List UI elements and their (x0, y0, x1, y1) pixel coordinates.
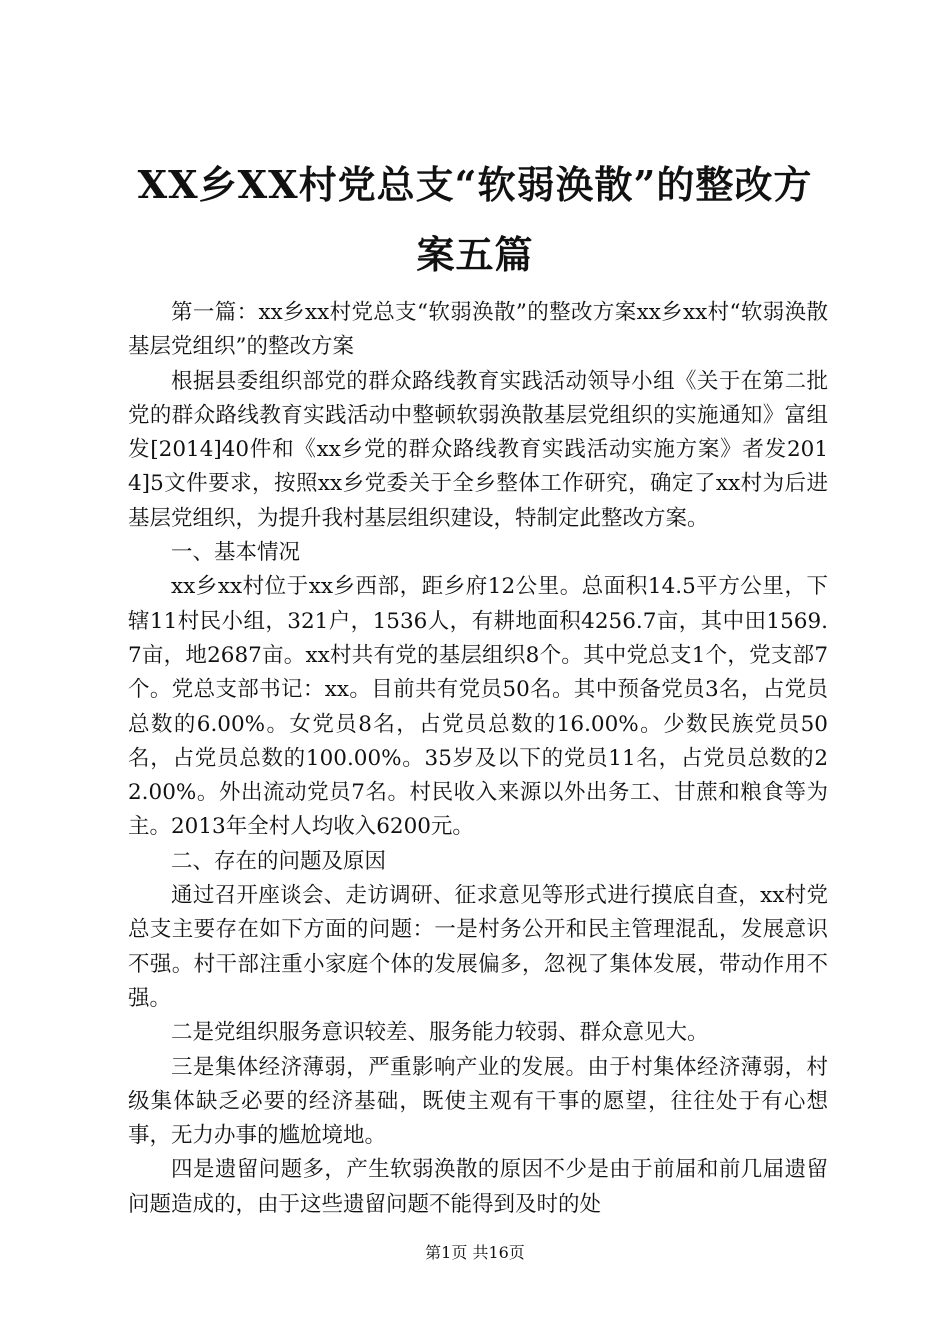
paragraph-problem-4: 四是遗留问题多，产生软弱涣散的原因不少是由于前届和前几届遗留问题造成的，由于这些遗留问题不能得到及时的处 (128, 1157, 828, 1217)
page-footer: 第1页 共16页 (425, 1243, 525, 1262)
paragraph-problem-2: 二是党组织服务意识较差、服务能力较弱、群众意见大。 (171, 1020, 709, 1046)
paragraph-problem-3: 三是集体经济薄弱，严重影响产业的发展。由于村集体经济薄弱，村级集体缺乏必要的经济基础，既使主观有干事的愿望，往往处于有心想事，无力办事的尴尬境地。 (128, 1054, 828, 1149)
paragraph-intro: 第一篇：xx乡xx村党总支“软弱涣散”的整改方案xx乡xx村“软弱涣散基层党组织”的整改方案 (128, 300, 828, 360)
document-body (128, 296, 828, 1222)
paragraph-problem-1: 通过召开座谈会、走访调研、征求意见等形式进行摸底自查，xx村党总支主要存在如下方面的问题：一是村务公开和民主管理混乱，发展意识不强。村干部注重小家庭个体的发展偏多，忽视了集体发展，带动作用不强。 (128, 883, 828, 1011)
section-heading-basic-situation: 一、基本情况 (171, 540, 301, 566)
paragraph-basis: 根据县委组织部党的群众路线教育实践活动领导小组《关于在第二批党的群众路线教育实践活动中整顿软弱涣散基层党组织的实施通知》富组发[2014]40件和《xx乡党的群众路线教育实践活动实施方案》者发2014]5文件要求，按照xx乡党委关于全乡整体工作研究，确定了xx村为后进基层党组织，为提升我村基层组织建设，特制定此整改方案。 (128, 368, 828, 531)
paragraph-basic-situation: xx乡xx村位于xx乡西部，距乡府12公里。总面积14.5平方公里，下辖11村民小组，321户，1536人，有耕地面积4256.7亩，其中田1569.7亩，地2687亩。xx村共有党的基层组织8个。其中党总支1个，党支部7个。党总支部书记：xx。目前共有党员50名。其中预备党员3名，占党员总数的6.00%。女党员8名，占党员总数的16.00%。少数民族党员50名，占党员总数的100.00%。35岁及以下的党员11名，占党员总数的22.00%。外出流动党员7名。村民收入来源以外出务工、甘蔗和粮食等为主。2013年全村人均收入6200元。 (128, 574, 828, 840)
section-heading-problems: 二、存在的问题及原因 (171, 848, 387, 874)
document-title: XX乡XX村党总支“软弱涣散”的整改方案五篇 (137, 162, 813, 277)
